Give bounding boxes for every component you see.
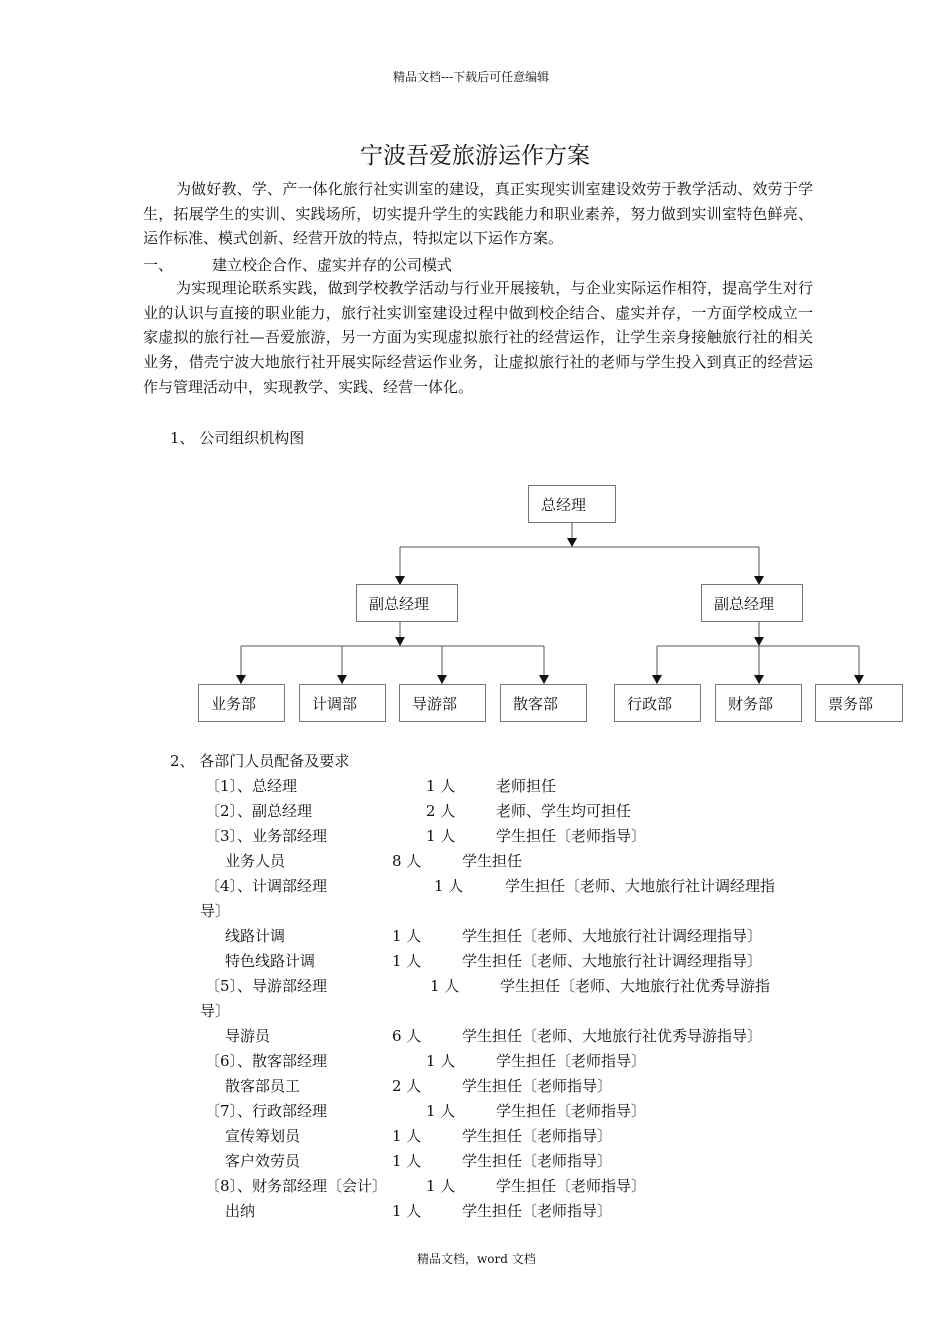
staff-count: 1 人: [392, 1127, 422, 1145]
org-box-vice-manager-right: 副总经理: [701, 584, 803, 622]
staff-count: 1 人: [426, 1177, 456, 1195]
body-paragraph: 为实现理论联系实践，做到学校教学活动与行业开展接轨，与企业实际运作相符，提高学生对行业的认识与直接的职业能力，旅行社实训室建设过程中做到校企结合、虚实并存，一方面学校成立一家虚拟的旅行社—吾爱旅游，另一方面为实现虚拟旅行社的经营运作，让学生亲身接触旅行社的相关业务，借壳宁波大地旅行社开展实际经营运作业务，让虚拟旅行社的老师与学生投入到真正的经营运作与管理活动中，实现教学、实践、经营一体化。: [143, 279, 813, 396]
staff-requirement: 学生担任〔老师指导〕: [496, 1102, 647, 1120]
staff-role: 〔6〕、散客部经理: [205, 1052, 328, 1070]
staff-count: 2 人: [392, 1077, 422, 1095]
staff-role: 〔5〕、导游部经理: [205, 977, 328, 995]
staff-role: 导游员: [225, 1027, 271, 1045]
staff-role: 〔8〕、财务部经理〔会计〕: [205, 1177, 388, 1195]
staff-count: 1 人: [426, 777, 456, 795]
staff-role: 业务人员: [225, 852, 286, 870]
org-box-dept: 票务部: [815, 684, 903, 722]
staff-requirement: 学生担任〔老师指导〕: [496, 827, 647, 845]
staff-role: 散客部员工: [225, 1077, 301, 1095]
staff-role: 〔4〕、计调部经理: [205, 877, 328, 895]
staff-requirement: 学生担任〔老师、大地旅行社优秀导游指导〕: [462, 1027, 763, 1045]
org-box-general-manager: 总经理: [528, 485, 616, 523]
staff-count: 6 人: [392, 1027, 422, 1045]
staff-requirement: 学生担任〔老师、大地旅行社优秀导游指: [500, 977, 771, 995]
staff-count: 1 人: [434, 877, 464, 895]
staff-role: 特色线路计调: [225, 952, 316, 970]
org-box-dept: 业务部: [198, 684, 285, 722]
staff-count: 8 人: [392, 852, 422, 870]
org-chart-heading: 1、 公司组织机构图: [170, 429, 305, 447]
staff-role: 客户效劳员: [225, 1152, 301, 1170]
staff-count: 1 人: [392, 927, 422, 945]
org-box-dept: 导游部: [399, 684, 486, 722]
section-number: 一、: [143, 256, 174, 274]
org-box-dept: 计调部: [299, 684, 386, 722]
staff-count: 1 人: [426, 1052, 456, 1070]
staff-requirement: 老师担任: [496, 777, 557, 795]
staff-requirement: 学生担任〔老师、大地旅行社计调经理指导〕: [462, 952, 763, 970]
staff-role: 线路计调: [225, 927, 286, 945]
staff-role: 出纳: [225, 1202, 256, 1220]
staffing-heading: 2、 各部门人员配备及要求: [170, 752, 350, 770]
staff-requirement: 老师、学生均可担任: [496, 802, 632, 820]
staff-role: 〔7〕、行政部经理: [205, 1102, 328, 1120]
staff-requirement: 学生担任: [462, 852, 523, 870]
staff-count: 1 人: [392, 1202, 422, 1220]
staff-requirement: 学生担任〔老师指导〕: [496, 1052, 647, 1070]
staff-role: 〔3〕、业务部经理: [205, 827, 328, 845]
document-title: 宁波吾爱旅游运作方案: [360, 143, 590, 169]
intro-paragraph: 为做好教、学、产一体化旅行社实训室的建设，真正实现实训室建设效劳于教学活动、效劳于学生，拓展学生的实训、实践场所，切实提升学生的实践能力和职业素养，努力做到实训室特色鲜亮、运作标准、模式创新、经营开放的特点，特拟定以下运作方案。: [143, 180, 813, 248]
staff-requirement: 学生担任〔老师指导〕: [496, 1177, 647, 1195]
page-header: 精品文档---下载后可任意编辑: [393, 70, 550, 84]
staff-requirement-wrap: 导〕: [200, 1002, 231, 1020]
staff-requirement: 学生担任〔老师指导〕: [462, 1077, 613, 1095]
staff-requirement: 学生担任〔老师指导〕: [462, 1152, 613, 1170]
section-title: 建立校企合作、虚实并存的公司模式: [212, 256, 453, 274]
staff-count: 1 人: [426, 827, 456, 845]
org-box-vice-manager-left: 副总经理: [356, 584, 458, 622]
staff-requirement: 学生担任〔老师指导〕: [462, 1202, 613, 1220]
staff-requirement: 学生担任〔老师指导〕: [462, 1127, 613, 1145]
staff-requirement-wrap: 导〕: [200, 902, 231, 920]
staff-role: 〔1〕、总经理: [205, 777, 298, 795]
page-footer: 精品文档，word 文档: [417, 1252, 536, 1266]
staff-count: 1 人: [426, 1102, 456, 1120]
staff-count: 1 人: [392, 1152, 422, 1170]
staff-count: 1 人: [430, 977, 460, 995]
staff-requirement: 学生担任〔老师、大地旅行社计调经理指导〕: [462, 927, 763, 945]
staff-count: 1 人: [392, 952, 422, 970]
staff-role: 〔2〕、副总经理: [205, 802, 313, 820]
org-box-dept: 散客部: [500, 684, 587, 722]
org-box-dept: 财务部: [715, 684, 802, 722]
staff-count: 2 人: [426, 802, 456, 820]
staff-requirement: 学生担任〔老师、大地旅行社计调经理指: [505, 877, 776, 895]
staff-role: 宣传筹划员: [225, 1127, 301, 1145]
org-box-dept: 行政部: [614, 684, 701, 722]
